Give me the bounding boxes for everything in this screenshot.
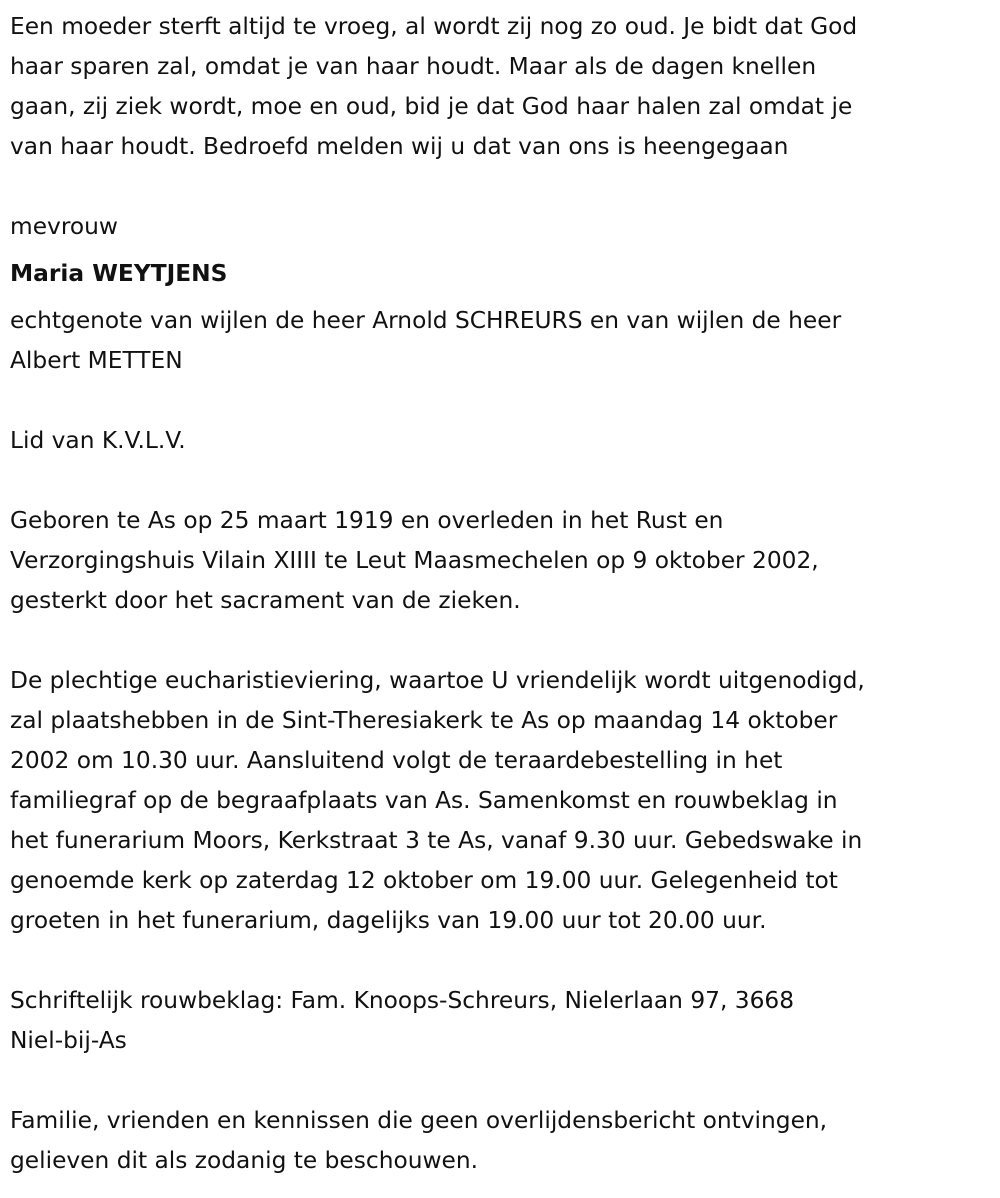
text-line: het funerarium Moors, Kerkstraat 3 te As, vanaf 9.30 uur. Gebedswake in: [10, 827, 863, 854]
title-prefix-text: mevrouw: [10, 213, 118, 240]
condolences-paragraph: [10, 981, 1000, 1061]
title-prefix: [10, 207, 1000, 247]
birth-death-paragraph: [10, 501, 1000, 621]
text-line: Familie, vrienden en kennissen die geen overlijdensbericht ontvingen,: [10, 1107, 828, 1134]
text-line: echtgenote van wijlen de heer Arnold SCHREURS en van wijlen de heer: [10, 307, 842, 334]
text-line: Schriftelijk rouwbeklag: Fam. Knoops-Schreurs, Nielerlaan 97, 3668: [10, 987, 795, 1014]
text-line: Lid van K.V.L.V.: [10, 427, 186, 454]
text-line: 2002 om 10.30 uur. Aansluitend volgt de teraardebestelling in het: [10, 747, 783, 774]
text-line: Een moeder sterft altijd te vroeg, al wordt zij nog zo oud. Je bidt dat God: [10, 13, 858, 40]
text-line: haar sparen zal, omdat je van haar houdt. Maar als de dagen knellen: [10, 53, 817, 80]
spouse-paragraph: [10, 301, 1000, 381]
text-line: gesterkt door het sacrament van de zieken.: [10, 587, 521, 614]
text-line: Verzorgingshuis Vilain XIIII te Leut Maasmechelen op 9 oktober 2002,: [10, 547, 819, 574]
text-line: Albert METTEN: [10, 347, 183, 374]
text-line: familiegraf op de begraafplaats van As. Samenkomst en rouwbeklag in: [10, 787, 838, 814]
text-line: Niel-bij-As: [10, 1027, 127, 1054]
text-line: genoemde kerk op zaterdag 12 oktober om 19.00 uur. Gelegenheid tot: [10, 867, 838, 894]
membership-paragraph: [10, 421, 1000, 461]
closing-paragraph: [10, 1101, 1000, 1181]
text-line: De plechtige eucharistieviering, waartoe U vriendelijk wordt uitgenodigd,: [10, 667, 865, 694]
ceremony-paragraph: [10, 661, 1000, 941]
text-line: van haar houdt. Bedroefd melden wij u dat van ons is heengegaan: [10, 133, 789, 160]
text-line: gelieven dit als zodanig te beschouwen.: [10, 1147, 479, 1174]
intro-paragraph: [10, 7, 1000, 167]
text-line: groeten in het funerarium, dagelijks van 19.00 uur tot 20.00 uur.: [10, 907, 767, 934]
text-line: Geboren te As op 25 maart 1919 en overleden in het Rust en: [10, 507, 724, 534]
deceased-name: Maria WEYTJENS: [10, 260, 228, 287]
text-line: zal plaatshebben in de Sint-Theresiakerk te As op maandag 14 oktober: [10, 707, 838, 734]
text-line: gaan, zij ziek wordt, moe en oud, bid je dat God haar halen zal omdat je: [10, 93, 853, 120]
